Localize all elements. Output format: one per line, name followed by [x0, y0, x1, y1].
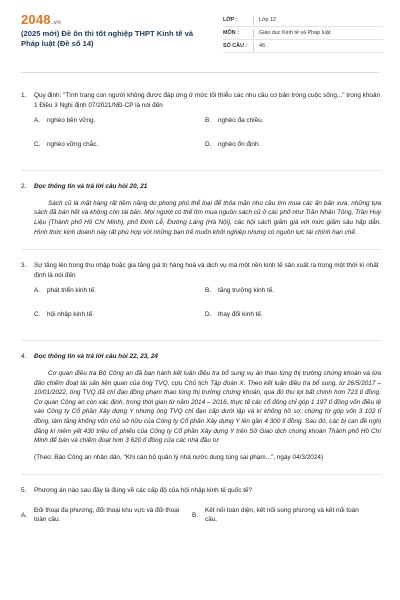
exam-title: (2025 mới) Đề ôn thi tốt nghiệp THPT Kinh tế và Pháp luật (Đề số 14) — [21, 29, 194, 48]
option-letter: A. — [34, 287, 41, 295]
meta-separator — [253, 42, 254, 51]
option-a[interactable] — [34, 280, 205, 304]
option-letter: D. — [205, 141, 212, 149]
question-divider — [21, 170, 381, 171]
option-letter: A. — [34, 117, 41, 125]
question-divider — [21, 474, 381, 475]
question-number: 1. — [21, 92, 27, 99]
option-b[interactable] — [205, 110, 376, 134]
reading-passage: Cơ quan điều tra Bộ Công an đã ban hành kết luận điều tra bổ sung vụ án thao túng thị trường chứng khoán và lừa đảo chiếm đoạt tài sản liên quan của ông TVQ, cựu Chủ tịch Tập đoàn X. Theo kết luận điều tra bổ sung, từ 26/5/2017 – 10/01/2022, ông TVQ đã chỉ đạo đồng phạm thao túng thị trường chứng khoán, qua đó thu lợi bất chính hơn 723 tỉ đồng. Cơ quan Công an còn xác định, trong thời gian từ năm 2014 – 2016, thực tế các cổ đông chỉ góp 1 197 tỉ đồng vốn điều lệ vào Công ty Cổ phần Xây dựng Y nhưng ông TVQ chỉ đạo cấp dưới lập và kí khống hồ sơ, chứng từ góp vốn 3 102 tỉ đồng, làm tăng khống vốn chủ sở hữu của Công ty Cổ phần Xây dựng Y lên gần 4 300 tỉ đồng. Sau đó, các bị can đề nghị đăng kí niêm yết 430 triệu cổ phiếu của Công ty Cổ phần Xây dựng Y trên Sở Giao dịch chứng khoán Thành phố Hồ Chí Minh để bán và chiếm đoạt hơn 3 620 tỉ đồng của các nhà đầu tư — [34, 369, 381, 445]
question-number: 5. — [21, 487, 27, 495]
meta-row-subject — [223, 27, 383, 40]
site-logo[interactable] — [21, 12, 61, 27]
header — [0, 0, 400, 68]
option-text: thay đổi kinh tế. — [218, 311, 263, 319]
question-5 — [21, 486, 381, 496]
question-number: 2. — [21, 183, 27, 191]
option-c[interactable] — [34, 134, 205, 158]
meta-key: MÔN : — [223, 30, 239, 36]
meta-value: 46 — [259, 43, 265, 49]
option-b[interactable] — [192, 506, 363, 525]
meta-key: SỐ CÂU : — [223, 43, 248, 49]
question-divider — [21, 340, 381, 341]
meta-row-count — [223, 40, 383, 53]
header-divider — [21, 72, 379, 73]
meta-row-grade — [223, 14, 383, 27]
option-a[interactable] — [21, 506, 192, 525]
logo-text: 2048 — [21, 12, 51, 27]
option-text: nghèo bền vững. — [47, 117, 96, 125]
option-d[interactable] — [205, 134, 376, 158]
question-2 — [21, 182, 381, 192]
meta-value: Giáo dục Kinh tế và Pháp luật — [259, 30, 331, 36]
question-text: Quy định: "Tình trạng con người không được đáp ứng ở mức tối thiểu các nhu cầu cơ bản trong cuộc sống..." trong khoản 1 Điều 3 Nghị định 07/2021/NĐ-CP là nói đến — [34, 92, 381, 109]
option-text: nghèo ổn định. — [218, 141, 261, 149]
question-3-options — [34, 280, 381, 328]
option-letter: B. — [192, 511, 199, 519]
option-letter: A. — [21, 511, 28, 519]
reading-heading: Đọc thông tin và trả lời câu hỏi 20, 21 — [34, 183, 148, 191]
question-4 — [21, 352, 381, 362]
option-letter: D. — [205, 311, 212, 319]
question-5-options — [21, 506, 381, 525]
meta-separator — [253, 16, 254, 25]
option-b[interactable] — [205, 280, 376, 304]
meta-separator — [253, 29, 254, 38]
option-d[interactable] — [205, 304, 376, 328]
option-text: tăng trưởng kinh tế. — [218, 287, 275, 295]
reading-passage: Sách cũ là mặt hàng rất tiềm năng do phong phú thể loại để thỏa mãn nhu cầu tìm mua các ấn bản xưa, những tựa sách đã bán hết và không còn tái bản. Mọi người có thể tìm mua nguồn sách cũ ở các phố như Trần Nhân Tông, Trần Huy Liệu (Thành phố Hồ Chí Minh), phố Đinh Lễ, Đường Láng (Hà Nội), các hội sách giảm giá với mức giảm sâu hấp dẫn. Hình thức kinh doanh này rất phù hợp với những bạn trẻ muốn khởi nghiệp nhưng có nguồn lực tài chính hạn chế. — [34, 199, 381, 236]
question-number: 3. — [21, 262, 27, 270]
reading-heading: Đọc thông tin và trả lời câu hỏi 22, 23, 24 — [34, 353, 158, 361]
option-text: Kết nối toàn diện, kết nối song phương và kết nối toàn cầu. — [205, 506, 359, 524]
option-letter: B. — [205, 117, 212, 125]
option-letter: B. — [205, 287, 212, 295]
question-divider — [21, 249, 381, 250]
question-3 — [21, 261, 381, 280]
option-text: phát triển kinh tế. — [47, 287, 97, 295]
option-text: hội nhập kinh tế. — [47, 311, 94, 319]
option-c[interactable] — [34, 304, 205, 328]
option-text: nghèo đa chiều. — [218, 117, 264, 125]
option-text: Đối thoại đa phương, đối thoại khu vực và đối thoại toàn cầu. — [34, 506, 180, 524]
passage-source: (Theo: Báo Công an nhân dân, "Khi cán bộ quản lý nhà nước dung túng sai phạm...", ngày 04/3/2024) — [34, 453, 324, 461]
meta-key: LỚP : — [223, 17, 238, 23]
question-text: Sự tăng lên trong thu nhập hoặc gia tăng giá trị hàng hoá và dịch vụ mà một nền kinh tế sản xuất ra trong một thời kì nhất định là nói đến — [34, 262, 379, 279]
option-a[interactable] — [34, 110, 205, 134]
option-text: nghèo vững chắc. — [47, 141, 99, 149]
logo-tld: .vn — [51, 20, 62, 26]
question-text: Phương án nào sau đây là đúng về các cấp độ của hội nhập kinh tế quốc tế? — [34, 487, 253, 495]
exam-meta — [223, 14, 383, 53]
question-1 — [21, 91, 381, 110]
question-number: 4. — [21, 353, 27, 361]
option-letter: C. — [34, 141, 41, 149]
option-letter: C. — [34, 311, 41, 319]
question-1-options — [34, 110, 381, 158]
question-list — [21, 91, 381, 525]
meta-value: Lớp 12 — [259, 17, 277, 23]
